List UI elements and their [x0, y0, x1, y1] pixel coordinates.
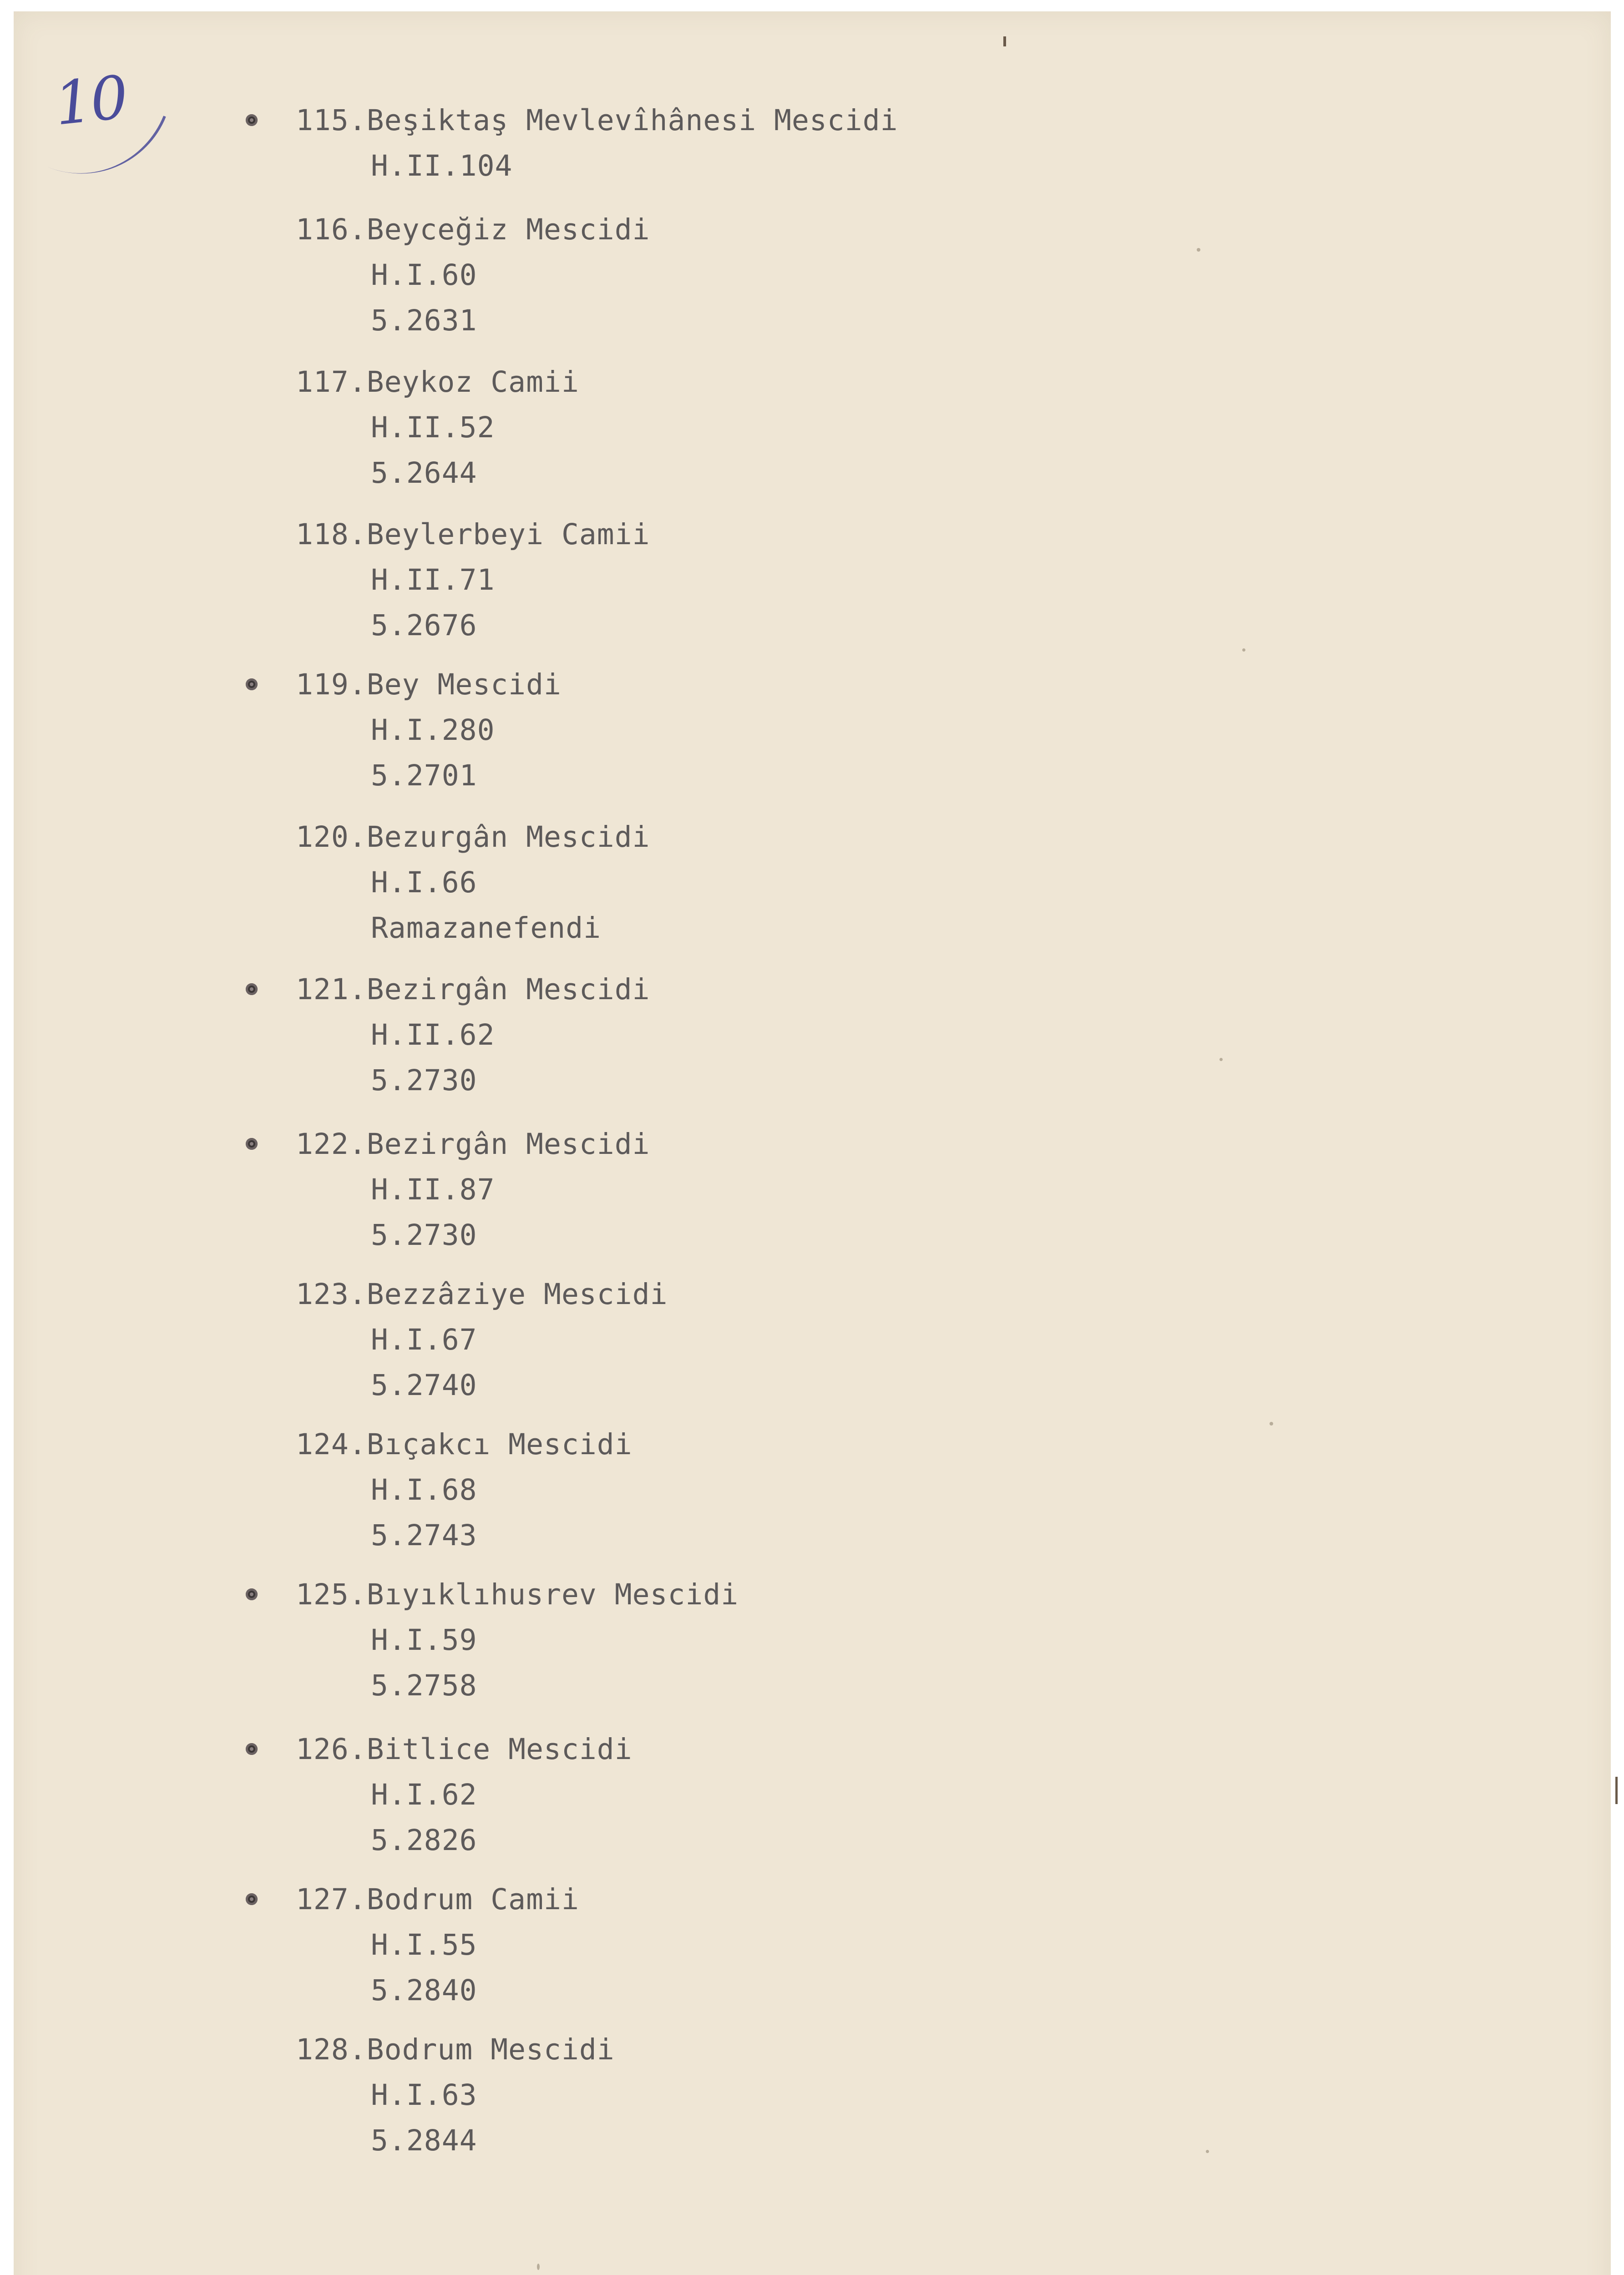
paper-speck [1197, 248, 1200, 252]
bullet-mark [246, 678, 258, 690]
entry-number: 5.2631 [371, 304, 477, 337]
bullet-mark [246, 1138, 258, 1150]
entry-location: Ramazanefendi [371, 911, 602, 945]
entry-number: 5.2644 [371, 456, 477, 490]
entry-title: 115.Beşiktaş Mevlevîhânesi Mescidi [296, 104, 898, 137]
handwritten-stroke [32, 76, 166, 201]
entry-title: 127.Bodrum Camii [296, 1883, 579, 1916]
entry-title: 120.Bezurgân Mescidi [296, 820, 650, 854]
entry-number: 5.2826 [371, 1824, 477, 1857]
entry-reference: H.II.104 [371, 149, 513, 182]
entry-title: 117.Beykoz Camii [296, 365, 579, 399]
entry-title: 121.Bezirgân Mescidi [296, 973, 650, 1006]
entry-number: 5.2730 [371, 1218, 477, 1252]
paper-speck [1270, 1422, 1273, 1426]
entry-title: 122.Bezirgân Mescidi [296, 1127, 650, 1161]
entry-number: 5.2840 [371, 1974, 477, 2007]
paper-speck [537, 2264, 540, 2270]
entry-reference: H.II.71 [371, 563, 495, 597]
entry-reference: H.I.67 [371, 1323, 477, 1356]
entry-title: 119.Bey Mescidi [296, 668, 562, 701]
entry-reference: H.I.63 [371, 2078, 477, 2112]
entry-reference: H.I.59 [371, 1623, 477, 1657]
paper-mark [1615, 1777, 1618, 1804]
bullet-mark [246, 1743, 258, 1755]
entry-number: 5.2758 [371, 1669, 477, 1702]
entry-title: 118.Beylerbeyi Camii [296, 518, 650, 551]
entry-title: 128.Bodrum Mescidi [296, 2033, 615, 2066]
entry-reference: H.I.55 [371, 1928, 477, 1962]
entry-reference: H.I.66 [371, 866, 477, 899]
entry-reference: H.II.62 [371, 1018, 495, 1052]
entry-reference: H.II.87 [371, 1173, 495, 1206]
entry-reference: H.I.60 [371, 258, 477, 292]
entry-title: 116.Beyceğiz Mescidi [296, 213, 650, 246]
handwritten-page-number: 10 [51, 62, 130, 139]
entry-title: 124.Bıçakcı Mescidi [296, 1428, 632, 1461]
entry-number: 5.2701 [371, 759, 477, 792]
entry-reference: H.II.52 [371, 411, 495, 444]
entry-reference: H.I.62 [371, 1778, 477, 1811]
bullet-mark [246, 983, 258, 995]
bullet-mark [246, 1893, 258, 1905]
paper-speck [1219, 1058, 1223, 1061]
entry-reference: H.I.280 [371, 713, 495, 747]
entry-number: 5.2730 [371, 1064, 477, 1097]
entry-reference: H.I.68 [371, 1473, 477, 1507]
entry-number: 5.2676 [371, 609, 477, 642]
bullet-mark [246, 114, 258, 126]
bullet-mark [246, 1588, 258, 1600]
paper-speck [1242, 648, 1245, 652]
paper-speck [1206, 2150, 1209, 2153]
paper-mark [1003, 36, 1006, 46]
entry-number: 5.2743 [371, 1519, 477, 1552]
entry-title: 126.Bitlice Mescidi [296, 1733, 632, 1766]
entry-number: 5.2844 [371, 2124, 477, 2157]
entry-title: 123.Bezzâziye Mescidi [296, 1278, 668, 1311]
entry-number: 5.2740 [371, 1369, 477, 1402]
document-page [14, 11, 1611, 2275]
entry-title: 125.Bıyıklıhusrev Mescidi [296, 1578, 739, 1611]
